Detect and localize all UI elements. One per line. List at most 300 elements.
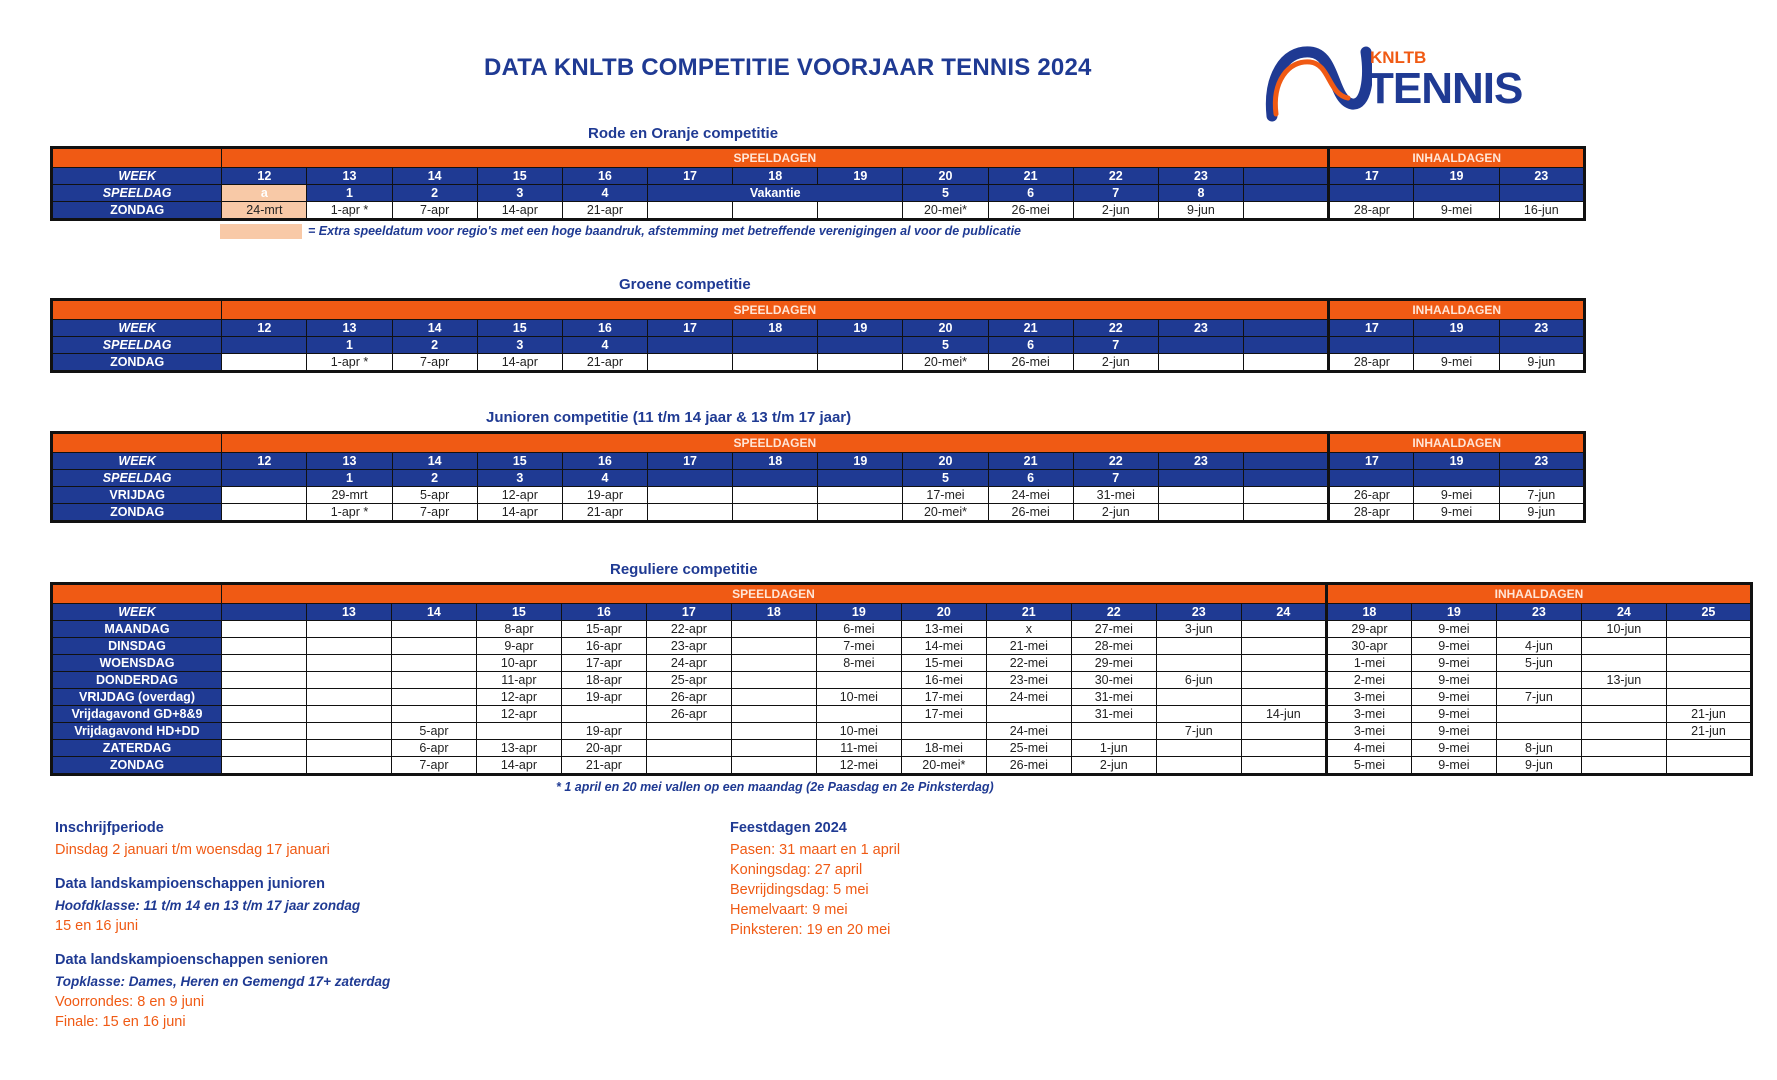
week-cell: 22 — [1073, 453, 1158, 470]
reguliere-table — [50, 582, 1753, 776]
date-cell: a — [222, 185, 307, 202]
date-cell: 7 — [1073, 337, 1158, 354]
date-cell: 3 — [477, 337, 562, 354]
week-cell: 16 — [562, 453, 647, 470]
schedule-row — [52, 740, 1752, 757]
week-cell: 21 — [986, 604, 1071, 621]
row-label: DONDERDAG — [52, 672, 222, 689]
week-cell: 20 — [901, 604, 986, 621]
inhaal-cell: 21-jun — [1666, 706, 1751, 723]
date-cell — [1156, 740, 1241, 757]
date-cell: 4 — [562, 185, 647, 202]
inschrijf-heading: Inschrijfperiode — [55, 820, 164, 836]
date-cell — [221, 757, 306, 775]
week-cell: 20 — [903, 168, 988, 185]
date-cell: 5 — [903, 470, 988, 487]
header-corner — [52, 584, 222, 604]
groene-table — [50, 298, 1586, 373]
week-cell: 23 — [1158, 453, 1243, 470]
date-cell — [306, 757, 391, 775]
date-cell: 20-mei* — [903, 504, 988, 522]
date-cell — [1156, 757, 1241, 775]
week-cell: 17 — [648, 320, 733, 337]
date-cell: 17-mei — [901, 706, 986, 723]
inhaal-cell: 2-mei — [1326, 672, 1411, 689]
inhaal-cell: 8-jun — [1496, 740, 1581, 757]
date-cell: 3 — [477, 185, 562, 202]
date-cell: 5 — [903, 185, 988, 202]
date-cell: 7-mei — [816, 638, 901, 655]
header-row — [52, 584, 1752, 604]
row-label: Vrijdagavond HD+DD — [52, 723, 222, 740]
week-cell: 17 — [648, 453, 733, 470]
rode-oranje-table — [50, 146, 1586, 221]
date-cell: 26-mei — [988, 504, 1073, 522]
date-cell — [1158, 504, 1243, 522]
junioren-table — [50, 431, 1586, 523]
date-cell: 10-mei — [816, 689, 901, 706]
date-cell: 2 — [392, 470, 477, 487]
schedule-row — [52, 723, 1752, 740]
date-cell: 12-mei — [816, 757, 901, 775]
week-cell: 14 — [392, 453, 477, 470]
date-cell — [391, 638, 476, 655]
date-cell — [648, 487, 733, 504]
inhaal-week-cell: 19 — [1414, 453, 1499, 470]
week-cell — [1243, 320, 1328, 337]
week-label: WEEK — [52, 453, 222, 470]
date-cell: 15-apr — [561, 621, 646, 638]
week-cell: 19 — [818, 453, 903, 470]
week-cell: 15 — [476, 604, 561, 621]
inhaaldagen-header: INHAALDAGEN — [1329, 300, 1585, 320]
date-cell: 1-apr * — [307, 504, 392, 522]
inhaal-cell: 9-mei — [1411, 757, 1496, 775]
date-cell: 28-mei — [1071, 638, 1156, 655]
date-cell — [1156, 706, 1241, 723]
extra-speeldatum-note — [220, 224, 1021, 239]
inhaal-cell: 9-mei — [1411, 706, 1496, 723]
inhaal-cell — [1329, 470, 1414, 487]
date-cell: 19-apr — [562, 487, 647, 504]
date-cell — [733, 470, 818, 487]
date-cell: 22-apr — [646, 621, 731, 638]
inhaal-cell — [1581, 689, 1666, 706]
week-cell: 23 — [1158, 168, 1243, 185]
inhaal-cell: 3-mei — [1326, 689, 1411, 706]
inhaal-cell — [1666, 689, 1751, 706]
date-cell — [1158, 470, 1243, 487]
feestdag-item: Hemelvaart: 9 mei — [730, 902, 848, 918]
date-cell: 18-mei — [901, 740, 986, 757]
date-cell — [733, 337, 818, 354]
inhaal-cell: 9-mei — [1414, 354, 1499, 372]
week-cell: 23 — [1158, 320, 1243, 337]
row-label: DINSDAG — [52, 638, 222, 655]
inhaal-cell — [1581, 757, 1666, 775]
date-cell: 14-apr — [477, 504, 562, 522]
date-cell: 17-apr — [561, 655, 646, 672]
inhaal-week-cell: 17 — [1329, 320, 1414, 337]
date-cell — [391, 672, 476, 689]
inhaal-cell — [1581, 706, 1666, 723]
date-cell — [222, 487, 307, 504]
date-cell — [816, 672, 901, 689]
inhaal-week-cell: 19 — [1414, 320, 1499, 337]
week-cell: 12 — [222, 168, 307, 185]
date-cell: 14-apr — [477, 202, 562, 220]
date-cell: 6 — [988, 337, 1073, 354]
date-cell: 4 — [562, 470, 647, 487]
inhaal-cell: 3-mei — [1326, 706, 1411, 723]
footnote: * 1 april en 20 mei vallen op een maandag (2e Paasdag en 2e Pinksterdag) — [556, 780, 994, 794]
date-cell: 29-mei — [1071, 655, 1156, 672]
inhaal-cell: 9-mei — [1411, 740, 1496, 757]
senioren-finale: Finale: 15 en 16 juni — [55, 1014, 186, 1030]
inhaaldagen-header: INHAALDAGEN — [1329, 433, 1585, 453]
senioren-lk-heading: Data landskampioenschappen senioren — [55, 952, 329, 968]
date-cell: 6-mei — [816, 621, 901, 638]
inhaal-week-cell: 17 — [1329, 453, 1414, 470]
inhaal-cell: 13-jun — [1581, 672, 1666, 689]
date-cell — [1156, 638, 1241, 655]
date-cell: 7-apr — [392, 354, 477, 372]
inhaal-cell: 28-apr — [1329, 202, 1414, 220]
week-cell: 13 — [307, 320, 392, 337]
date-cell: 24-mei — [986, 723, 1071, 740]
week-cell: 19 — [818, 320, 903, 337]
date-cell: 24-mei — [986, 689, 1071, 706]
date-cell: 10-apr — [476, 655, 561, 672]
inhaal-cell — [1496, 672, 1581, 689]
header-row — [52, 433, 1585, 453]
schedule-row — [52, 689, 1752, 706]
schedule-row — [52, 354, 1585, 372]
date-cell — [1158, 354, 1243, 372]
row-label: MAANDAG — [52, 621, 222, 638]
date-cell — [1241, 740, 1326, 757]
row-label: ZONDAG — [52, 757, 222, 775]
inhaal-cell — [1666, 672, 1751, 689]
date-cell: 31-mei — [1071, 689, 1156, 706]
week-cell: 16 — [561, 604, 646, 621]
header-corner — [52, 148, 222, 168]
date-cell: 13-mei — [901, 621, 986, 638]
date-cell: 1 — [307, 337, 392, 354]
date-cell: 2-jun — [1073, 504, 1158, 522]
inhaaldagen-header: INHAALDAGEN — [1326, 584, 1751, 604]
inhaal-week-cell: 19 — [1414, 168, 1499, 185]
date-cell — [816, 706, 901, 723]
inhaal-cell — [1581, 723, 1666, 740]
row-label: ZONDAG — [52, 504, 222, 522]
week-cell: 18 — [733, 168, 818, 185]
date-cell: 27-mei — [1071, 621, 1156, 638]
inhaaldagen-header: INHAALDAGEN — [1329, 148, 1585, 168]
date-cell — [646, 740, 731, 757]
date-cell: 20-mei* — [903, 202, 988, 220]
date-cell: 17-mei — [903, 487, 988, 504]
row-label: SPEELDAG — [52, 470, 222, 487]
week-cell: 22 — [1073, 168, 1158, 185]
junioren-lk-heading: Data landskampioenschappen junioren — [55, 876, 325, 892]
date-cell — [901, 723, 986, 740]
week-cell: 20 — [903, 453, 988, 470]
date-cell — [648, 504, 733, 522]
week-cell: 12 — [222, 320, 307, 337]
inhaal-cell: 9-mei — [1411, 689, 1496, 706]
knltb-tennis-logo — [1262, 38, 1522, 128]
date-cell: 14-apr — [477, 354, 562, 372]
date-cell: 13-apr — [476, 740, 561, 757]
date-cell: 24-mei — [988, 487, 1073, 504]
date-cell: 12-apr — [476, 706, 561, 723]
date-cell — [648, 354, 733, 372]
date-cell — [221, 689, 306, 706]
date-cell: 16-mei — [901, 672, 986, 689]
feestdag-item: Pasen: 31 maart en 1 april — [730, 842, 901, 858]
header-row — [52, 300, 1585, 320]
week-cell: 16 — [562, 320, 647, 337]
date-cell — [221, 706, 306, 723]
week-cell: 22 — [1073, 320, 1158, 337]
date-cell: 6 — [988, 470, 1073, 487]
speeldagen-header: SPEELDAGEN — [221, 584, 1326, 604]
inhaal-cell — [1414, 337, 1499, 354]
inschrijf-text: Dinsdag 2 januari t/m woensdag 17 januari — [55, 842, 330, 858]
inhaal-week-cell: 23 — [1499, 453, 1584, 470]
date-cell — [221, 621, 306, 638]
date-cell — [221, 638, 306, 655]
date-cell: 20-mei* — [903, 354, 988, 372]
date-cell: 7-apr — [392, 504, 477, 522]
date-cell — [731, 706, 816, 723]
date-cell — [731, 621, 816, 638]
junioren-lk-sub: Hoofdklasse: 11 t/m 14 en 13 t/m 17 jaar zondag — [55, 898, 361, 913]
date-cell: 26-mei — [986, 757, 1071, 775]
inhaal-week-cell: 23 — [1499, 168, 1584, 185]
feestdag-item: Pinksteren: 19 en 20 mei — [730, 922, 891, 938]
junioren-lk-date: 15 en 16 juni — [55, 918, 139, 934]
inhaal-cell — [1496, 723, 1581, 740]
date-cell: 6-apr — [391, 740, 476, 757]
inhaal-cell — [1581, 638, 1666, 655]
inhaal-cell: 9-mei — [1411, 621, 1496, 638]
date-cell: 12-apr — [477, 487, 562, 504]
section-title-junioren: Junioren competitie (11 t/m 14 jaar & 13 t/m 17 jaar) — [486, 409, 852, 426]
inhaal-cell — [1499, 185, 1584, 202]
date-cell — [306, 706, 391, 723]
date-cell: 14-mei — [901, 638, 986, 655]
schedule-row — [52, 185, 1585, 202]
week-cell: 20 — [903, 320, 988, 337]
date-cell — [1156, 655, 1241, 672]
date-cell: 2-jun — [1073, 354, 1158, 372]
date-cell: 4 — [562, 337, 647, 354]
date-cell — [1156, 689, 1241, 706]
date-cell: 12-apr — [476, 689, 561, 706]
date-cell: 7-jun — [1156, 723, 1241, 740]
date-cell — [733, 202, 818, 220]
date-cell: 24-mrt — [222, 202, 307, 220]
date-cell: 21-mei — [986, 638, 1071, 655]
date-cell — [818, 337, 903, 354]
date-cell — [221, 740, 306, 757]
date-cell: 1-apr * — [307, 354, 392, 372]
schedule-row — [52, 655, 1752, 672]
date-cell: 7-apr — [391, 757, 476, 775]
inhaal-week-cell: 25 — [1666, 604, 1751, 621]
schedule-row — [52, 504, 1585, 522]
date-cell — [306, 723, 391, 740]
date-cell: 23-mei — [986, 672, 1071, 689]
week-cell: 16 — [562, 168, 647, 185]
senioren-lk-sub: Topklasse: Dames, Heren en Gemengd 17+ zaterdag — [55, 974, 391, 989]
date-cell: 2-jun — [1073, 202, 1158, 220]
row-label: VRIJDAG — [52, 487, 222, 504]
week-cell — [221, 604, 306, 621]
date-cell — [221, 723, 306, 740]
date-cell — [222, 470, 307, 487]
inhaal-cell — [1496, 621, 1581, 638]
date-cell — [306, 655, 391, 672]
week-cell: 19 — [816, 604, 901, 621]
date-cell — [222, 337, 307, 354]
date-cell: 3 — [477, 470, 562, 487]
schedule-row — [52, 638, 1752, 655]
inhaal-cell: 9-mei — [1414, 504, 1499, 522]
date-cell — [1243, 470, 1328, 487]
inhaal-cell — [1666, 638, 1751, 655]
date-cell: 22-mei — [986, 655, 1071, 672]
inhaal-cell: 9-jun — [1499, 504, 1584, 522]
date-cell — [731, 655, 816, 672]
week-cell: 22 — [1071, 604, 1156, 621]
date-cell: 8-apr — [476, 621, 561, 638]
inhaal-cell — [1499, 470, 1584, 487]
date-cell — [306, 672, 391, 689]
header-row — [52, 148, 1585, 168]
inhaal-cell — [1666, 621, 1751, 638]
inhaal-cell — [1329, 185, 1414, 202]
inhaal-cell: 5-jun — [1496, 655, 1581, 672]
date-cell — [1243, 202, 1328, 220]
inhaal-cell — [1499, 337, 1584, 354]
speeldagen-header: SPEELDAGEN — [222, 433, 1329, 453]
inhaal-cell: 7-jun — [1499, 487, 1584, 504]
info-left — [55, 818, 390, 1032]
date-cell — [306, 689, 391, 706]
date-cell — [731, 638, 816, 655]
date-cell — [222, 354, 307, 372]
inhaal-cell: 9-jun — [1496, 757, 1581, 775]
date-cell — [1243, 354, 1328, 372]
date-cell: x — [986, 621, 1071, 638]
inhaal-cell: 29-apr — [1326, 621, 1411, 638]
date-cell: 7 — [1073, 470, 1158, 487]
row-label: VRIJDAG (overdag) — [52, 689, 222, 706]
logo-tennis-text: TENNIS — [1367, 64, 1523, 113]
senioren-voorrondes: Voorrondes: 8 en 9 juni — [55, 994, 205, 1010]
date-cell: 21-apr — [561, 757, 646, 775]
date-cell — [1241, 655, 1326, 672]
date-cell: 17-mei — [901, 689, 986, 706]
header-corner — [52, 300, 222, 320]
date-cell: 25-apr — [646, 672, 731, 689]
week-cell: 17 — [648, 168, 733, 185]
date-cell — [1158, 487, 1243, 504]
week-cell: 14 — [391, 604, 476, 621]
date-cell — [1241, 638, 1326, 655]
knltb-swoosh-icon — [1262, 38, 1372, 128]
date-cell — [648, 337, 733, 354]
schedule-row — [52, 706, 1752, 723]
date-cell: 19-apr — [561, 689, 646, 706]
date-cell — [391, 689, 476, 706]
date-cell — [1241, 621, 1326, 638]
inhaal-week-cell: 24 — [1581, 604, 1666, 621]
date-cell — [1241, 757, 1326, 775]
date-cell: 2 — [392, 337, 477, 354]
week-cell: 15 — [477, 168, 562, 185]
date-cell: 3-jun — [1156, 621, 1241, 638]
logo-knltb-text: KNLTB — [1370, 48, 1427, 67]
date-cell: 26-mei — [988, 202, 1073, 220]
week-cell: 21 — [988, 168, 1073, 185]
row-label: ZONDAG — [52, 354, 222, 372]
inhaal-week-cell: 23 — [1499, 320, 1584, 337]
speeldagen-header: SPEELDAGEN — [222, 148, 1329, 168]
date-cell: 9-apr — [476, 638, 561, 655]
date-cell — [731, 689, 816, 706]
speeldagen-header: SPEELDAGEN — [222, 300, 1329, 320]
date-cell: 19-apr — [561, 723, 646, 740]
date-cell: 8 — [1158, 185, 1243, 202]
date-cell: 9-jun — [1158, 202, 1243, 220]
date-cell: 26-mei — [988, 354, 1073, 372]
date-cell — [818, 202, 903, 220]
week-cell: 21 — [988, 453, 1073, 470]
date-cell: 5 — [903, 337, 988, 354]
row-label: SPEELDAG — [52, 337, 222, 354]
inhaal-cell: 9-mei — [1414, 202, 1499, 220]
week-row — [52, 320, 1585, 337]
date-cell: 1-apr * — [307, 202, 392, 220]
row-label: ZONDAG — [52, 202, 222, 220]
date-cell — [1243, 185, 1328, 202]
inhaal-cell: 30-apr — [1326, 638, 1411, 655]
week-cell: 13 — [306, 604, 391, 621]
date-cell — [391, 706, 476, 723]
week-cell: 23 — [1156, 604, 1241, 621]
row-label: WOENSDAG — [52, 655, 222, 672]
inhaal-cell: 3-mei — [1326, 723, 1411, 740]
week-cell: 14 — [392, 320, 477, 337]
inhaal-cell: 26-apr — [1329, 487, 1414, 504]
date-cell — [986, 706, 1071, 723]
inhaal-cell — [1666, 757, 1751, 775]
inhaal-cell: 9-mei — [1411, 672, 1496, 689]
schedule-row — [52, 337, 1585, 354]
week-cell: 15 — [477, 320, 562, 337]
schedule-row — [52, 621, 1752, 638]
date-cell: 21-apr — [562, 202, 647, 220]
week-row — [52, 453, 1585, 470]
inhaal-cell: 16-jun — [1499, 202, 1584, 220]
row-label: SPEELDAG — [52, 185, 222, 202]
row-label: Vrijdagavond GD+8&9 — [52, 706, 222, 723]
date-cell — [1071, 723, 1156, 740]
